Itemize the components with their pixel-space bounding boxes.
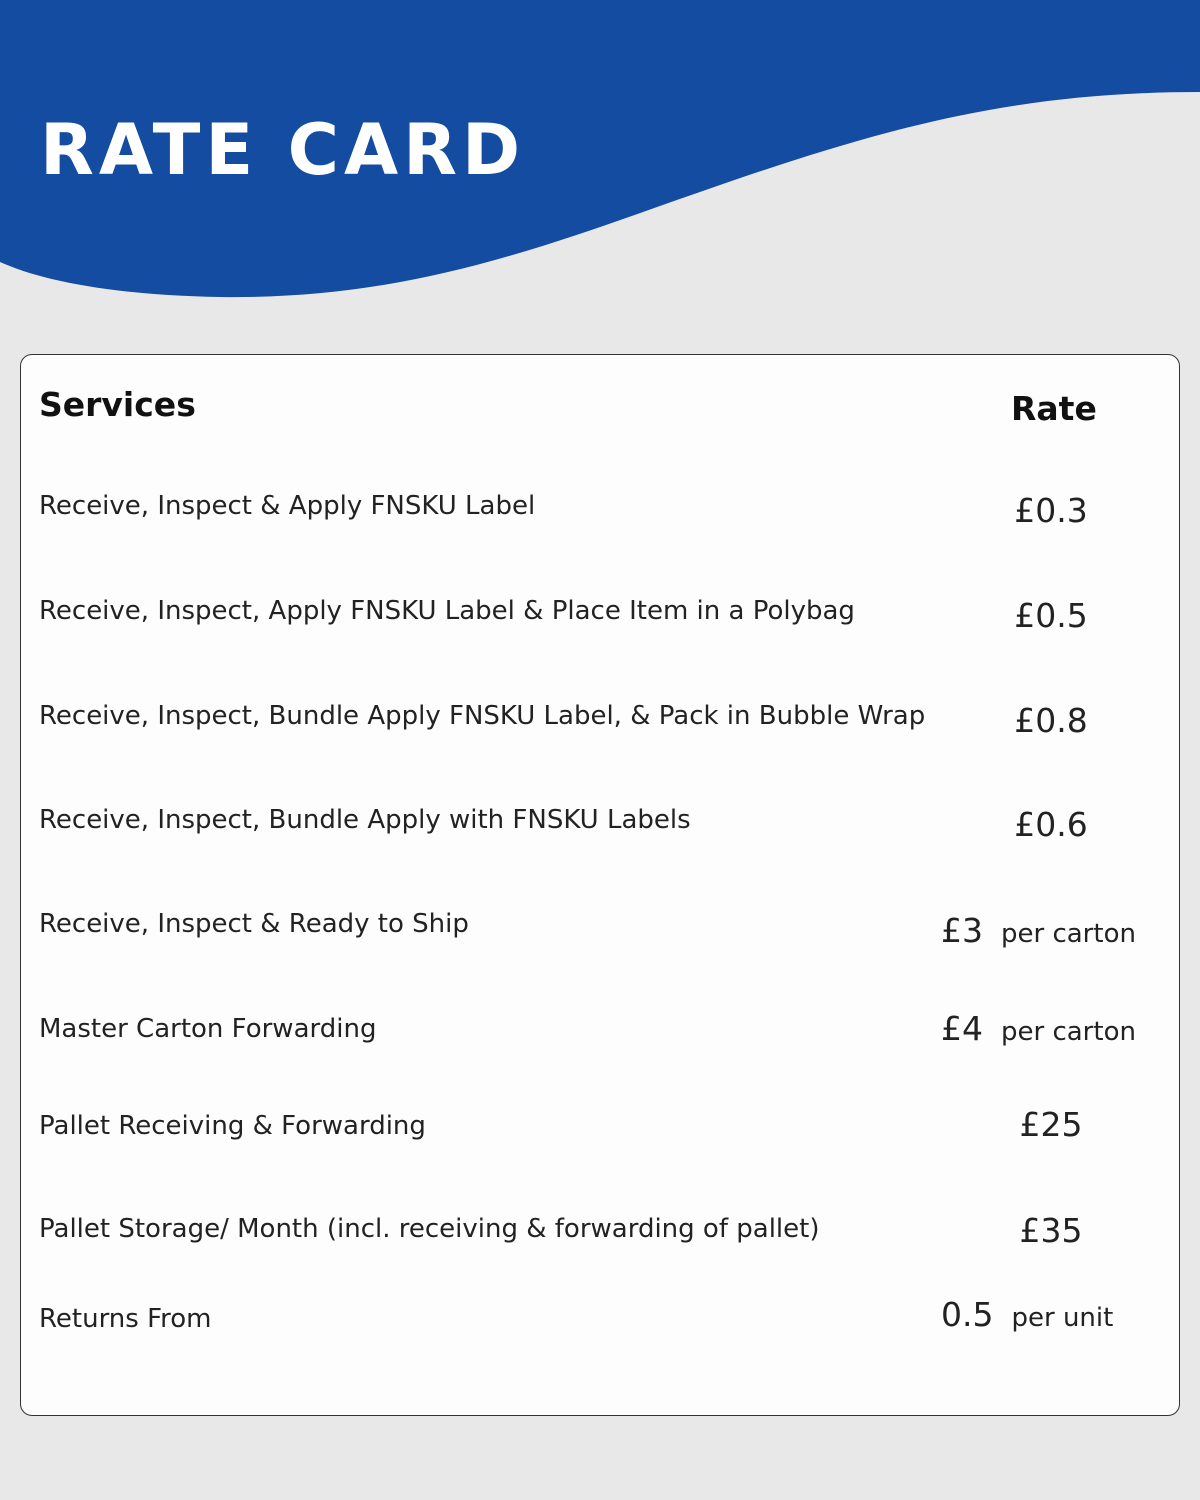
rate-amount: £3: [941, 911, 983, 950]
rate-amount: £35: [1019, 1211, 1083, 1250]
rate-column-header: Rate: [1011, 389, 1097, 428]
rate-unit: per unit: [1011, 1303, 1114, 1333]
rate-card-table: [20, 354, 1180, 1416]
service-label: Receive, Inspect & Ready to Ship: [39, 909, 469, 939]
rate-amount: £4: [941, 1009, 983, 1048]
services-column-header: Services: [39, 385, 196, 424]
service-label: Receive, Inspect, Apply FNSKU Label & Place Item in a Polybag: [39, 596, 855, 626]
rate-unit: per carton: [1001, 919, 1136, 949]
rate-value: [941, 911, 1136, 950]
rate-unit: per carton: [1001, 1017, 1136, 1047]
rate-amount: £0.5: [1014, 596, 1088, 635]
service-label: Receive, Inspect & Apply FNSKU Label: [39, 491, 536, 521]
page-title: RATE CARD: [40, 109, 526, 191]
rate-amount: £0.6: [1014, 805, 1088, 844]
service-label: Returns From: [39, 1304, 212, 1334]
rate-value: [971, 1105, 1131, 1144]
rate-value: [971, 805, 1131, 844]
rate-value: [971, 596, 1131, 635]
rate-value: [941, 1009, 1136, 1048]
rate-amount: £25: [1019, 1105, 1083, 1144]
rate-value: [971, 491, 1131, 530]
rate-amount: £0.3: [1014, 491, 1088, 530]
service-label: Master Carton Forwarding: [39, 1014, 377, 1044]
rate-value: [941, 1295, 1113, 1334]
service-label: Receive, Inspect, Bundle Apply with FNSKU Labels: [39, 805, 691, 835]
rate-value: [971, 1211, 1131, 1250]
service-label: Receive, Inspect, Bundle Apply FNSKU Label, & Pack in Bubble Wrap: [39, 701, 926, 731]
service-label: Pallet Storage/ Month (incl. receiving & forwarding of pallet): [39, 1214, 820, 1244]
rate-amount: 0.5: [941, 1295, 994, 1334]
rate-value: [971, 701, 1131, 740]
service-label: Pallet Receiving & Forwarding: [39, 1111, 426, 1141]
rate-amount: £0.8: [1014, 701, 1088, 740]
